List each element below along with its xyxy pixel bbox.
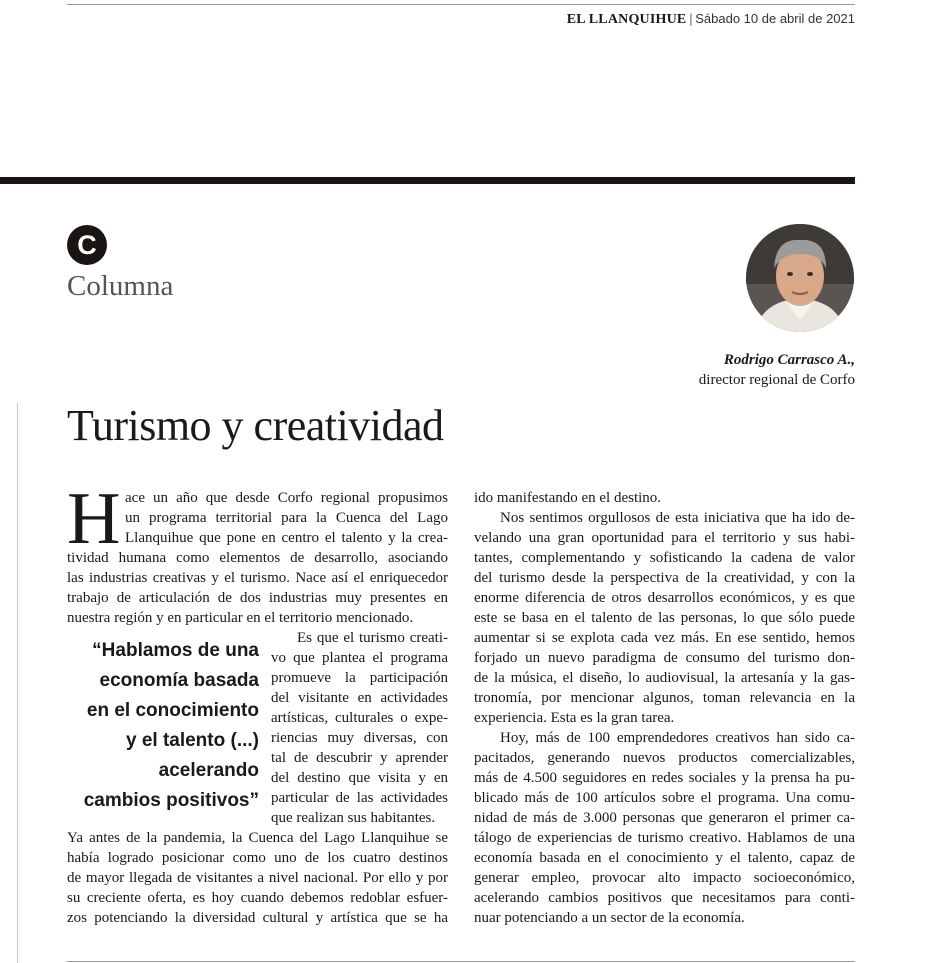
author-role: director regional de Corfo bbox=[698, 372, 855, 388]
text-line: tantes, complementando y sofisticando la cadena de valor bbox=[474, 550, 855, 566]
text-line: ace un año que desde Corfo regional propusimos bbox=[125, 490, 448, 506]
text-line: particular de las actividades bbox=[271, 790, 448, 806]
text-line: aumentar si se explota cada vez más. En ese sentido, hemos bbox=[474, 630, 855, 646]
left-margin-rule bbox=[17, 403, 18, 963]
top-rule bbox=[67, 4, 855, 5]
article-headline: Turismo y creatividad bbox=[67, 401, 444, 450]
text-line: tividad humana como elementos de desarrollo, asociando bbox=[67, 550, 448, 566]
text-line: artísticas, culturales o expe- bbox=[271, 710, 448, 726]
text-line: blicado más de 100 artículos sobre el programa. Una comu- bbox=[474, 790, 855, 806]
masthead bbox=[567, 11, 855, 28]
text-line: su creciente oferta, es hoy cuando debemos redoblar esfuer- bbox=[67, 890, 448, 906]
drop-cap: H bbox=[67, 478, 121, 560]
text-line: un programa territorial para la Cuenca del Lago bbox=[125, 510, 448, 526]
pull-quote-line: economía basada bbox=[99, 670, 259, 691]
text-line: zos potenciando la diversidad cultural y artística que se ha bbox=[67, 910, 448, 926]
text-line: más de 4.500 seguidores en redes sociales y la prensa ha pu- bbox=[474, 770, 855, 786]
pull-quote-line: “Hablamos de una bbox=[92, 640, 259, 661]
column-a-top bbox=[67, 488, 448, 628]
text-line: riencias muy diversas, con bbox=[271, 730, 448, 746]
pull-quote-line: y el talento (...) bbox=[125, 730, 259, 751]
text-line: nidad de más de 3.000 personas que generaron el primer ca- bbox=[474, 810, 855, 826]
text-line: forjado un nuevo paradigma de consumo del turismo don- bbox=[474, 650, 855, 666]
text-line: Nos sentimos orgullosos de esta iniciativa que ha ido de- bbox=[500, 510, 855, 526]
text-line: acelerando cambios positivos que necesitamos para conti- bbox=[474, 890, 855, 906]
text-line: Llanquihue que pone en centro el talento y la crea- bbox=[125, 530, 448, 546]
text-line: velando una gran oportunidad para el territorio y sus habi- bbox=[474, 530, 855, 546]
text-line: enorme diferencia de otros desarrollos económicos, y es que bbox=[474, 590, 855, 606]
text-line: tronomía, por mencionar algunos, toman relevancia en la bbox=[474, 690, 855, 706]
text-line: promueve la participación bbox=[271, 670, 448, 686]
section-label: Columna bbox=[67, 270, 174, 302]
text-line: tal de descubrir y aprender bbox=[271, 750, 448, 766]
text-line: Es que el turismo creati- bbox=[297, 630, 448, 646]
issue-date: Sábado 10 de abril de 2021 bbox=[695, 11, 855, 26]
text-line: trabajo de articulación de dos industrias muy presentes en bbox=[67, 590, 448, 606]
bottom-rule bbox=[67, 961, 855, 962]
text-line: había logrado posicionar como uno de los cuatro destinos bbox=[67, 850, 448, 866]
pull-quote-line: en el conocimiento bbox=[86, 700, 259, 721]
text-line: experiencia. Esta es la gran tarea. bbox=[474, 710, 675, 726]
text-line: economía basada en el conocimiento y el talento, capaz de bbox=[474, 850, 855, 866]
text-line: del turismo desde la perspectiva de la creatividad, y con la bbox=[474, 570, 855, 586]
column-a-bottom bbox=[67, 828, 448, 928]
pull-quote-line: acelerando bbox=[158, 760, 259, 781]
author-name: Rodrigo Carrasco A., bbox=[723, 352, 855, 368]
text-line: este se basa en el talento de las personas, lo que sólo puede bbox=[474, 610, 855, 626]
author-portrait-icon bbox=[746, 224, 854, 332]
author-photo bbox=[746, 224, 854, 332]
text-line: del visitante en actividades bbox=[271, 690, 448, 706]
newspaper-name: EL LLANQUIHUE bbox=[566, 12, 687, 27]
column-a-narrow bbox=[271, 628, 448, 828]
masthead-separator: | bbox=[689, 12, 693, 27]
pull-quote bbox=[67, 636, 259, 816]
column-b bbox=[474, 488, 855, 928]
text-line: Hoy, más de 100 emprendedores creativos han sido ca- bbox=[500, 730, 855, 746]
section-divider bbox=[0, 177, 855, 184]
text-line: nuestra región y en particular en el territorio mencionado. bbox=[67, 610, 414, 626]
text-line: de la música, el diseño, lo audiovisual, la artesanía y la gas- bbox=[474, 670, 855, 686]
text-line: de mayor llegada de visitantes a nivel nacional. Por ello y por bbox=[67, 870, 448, 886]
text-line: vo que plantea el programa bbox=[271, 650, 448, 666]
text-line: del destino que visita y en bbox=[271, 770, 448, 786]
author-byline bbox=[699, 350, 855, 390]
text-line: las industrias creativas y el turismo. Nace así el enriquecedor bbox=[67, 570, 448, 586]
text-line: pacitados, generando nuevos productos comercializables, bbox=[474, 750, 855, 766]
pull-quote-line: cambios positivos” bbox=[83, 790, 259, 811]
text-line: nuar potenciando a un sector de la economía. bbox=[474, 910, 745, 926]
text-line: que realizan sus habitantes. bbox=[271, 810, 436, 826]
text-line: generar empleo, provocar alto impacto socioeconómico, bbox=[474, 870, 855, 886]
column-badge-icon: C bbox=[67, 225, 107, 265]
text-line: Ya antes de la pandemia, la Cuenca del Lago Llanquihue se bbox=[67, 830, 448, 846]
text-line: ido manifestando en el destino. bbox=[474, 490, 662, 506]
text-line: tálogo de experiencias de turismo creativo. Hablamos de una bbox=[474, 830, 855, 846]
